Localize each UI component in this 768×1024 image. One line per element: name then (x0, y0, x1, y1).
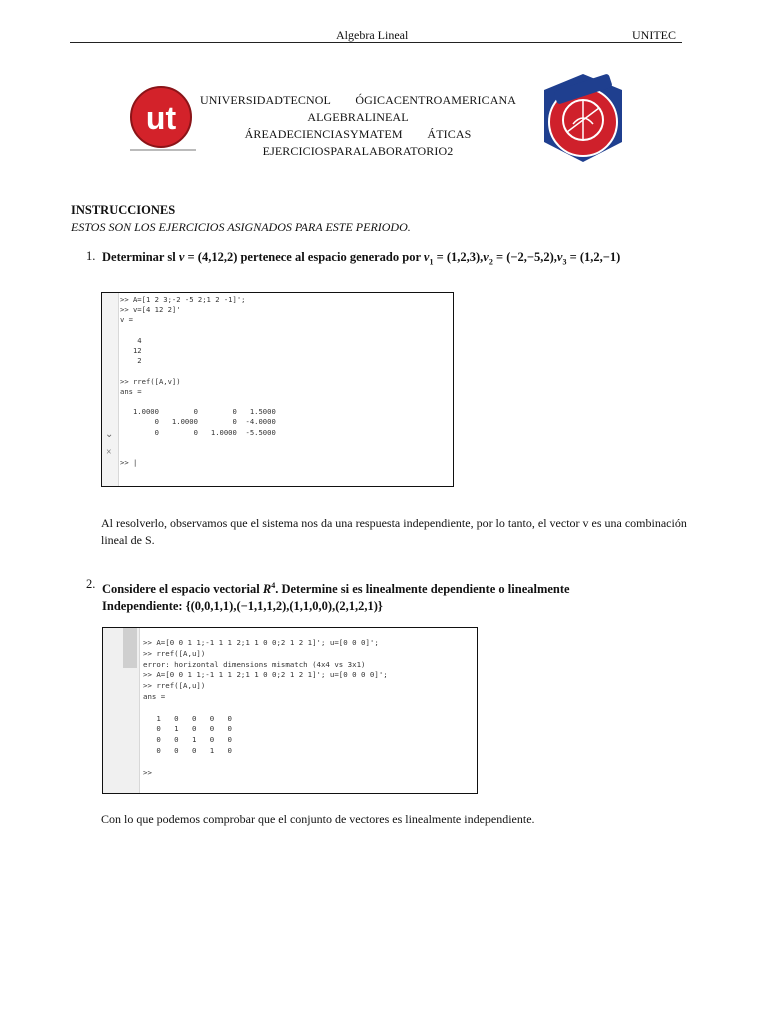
vector-v2-symbol: v (483, 250, 489, 264)
chevron-down-icon: ⌄ (105, 429, 114, 440)
vector-space-dimension: 4 (271, 581, 276, 590)
instructions-subtitle: ESTOS SON LOS EJERCICIOS ASIGNADOS PARA ESTE PERIODO. (71, 220, 411, 234)
department-name: ÁREADECIENCIASYMATEM ÁTICAS (244, 127, 472, 141)
vector-v2-value: = (−2,−5,2), (492, 250, 557, 264)
question-1-text (102, 249, 620, 271)
console-gutter-2 (103, 628, 140, 793)
vector-v3-symbol: v (556, 250, 563, 264)
vector-v1-subscript: 1 (429, 257, 434, 267)
answer-1: Al resolverlo, observamos que el sistema nos da una respuesta independiente, por lo tanto, el vector v es una combinación lineal de S. (101, 516, 687, 547)
lab-title: EJERCICIOSPARALABORATORIO2 (262, 144, 454, 158)
question-1-prefix: Determinar sl (102, 250, 179, 264)
question-2-number: 2. (86, 577, 96, 591)
question-2-suffix: . Determine si es linealmente dependiente o linealmente (275, 582, 570, 597)
vector-v3-value: = (1,2,−1) (566, 250, 621, 264)
header-title: Algebra Lineal (336, 28, 409, 42)
vector-v1-value: = (1,2,3), (433, 250, 484, 264)
scrollbar-thumb (123, 628, 137, 668)
university-name: UNIVERSIDADTECNOL ÓGICACENTROAMERICANA (199, 93, 517, 107)
console-output-2: >> A=[0 0 1 1;-1 1 1 2;1 1 0 0;2 1 2 1]'; u=[0 0 0]'; >> rref([A,u]) error: horizontal dimensions mismatch (4x4 vs 3x1) >> A=[0 0 1 1;-1 1 1 2;1 1 0 0;2 1 2 1]'; u=[0 0 0 0]'; >> rref([A,u]) ans = 1 0 0 0 0 0 1 0 0 0 0 0 1 0 0 0 0 0 1 0 >> (143, 638, 388, 777)
math-area-logo (540, 72, 626, 164)
instructions-heading: INSTRUCCIONES (71, 203, 176, 217)
console-output-1: >> A=[1 2 3;-2 -5 2;1 2 -1]'; >> v=[4 12 2]' v = 4 12 2 >> rref([A,v]) ans = 1.0000 0 0 1.5000 0 1.0000 0 -4.0000 0 0 1.0000 -5.5000 >> | (120, 295, 276, 468)
unitec-logo (128, 85, 198, 153)
question-2-prefix: Considere el espacio vectorial (102, 582, 263, 597)
vector-v-value: = (4,12,2) pertenece al espacio generado por (184, 250, 424, 264)
header-rule (70, 42, 682, 43)
console-gutter (102, 293, 119, 486)
question-1-number: 1. (86, 249, 96, 263)
university-heading (198, 92, 518, 160)
question-2-set: Independiente: {(0,0,1,1),(−1,1,1,2),(1,1,0,0),(2,1,2,1)} (102, 599, 383, 614)
vector-v2-subscript: 2 (488, 257, 493, 267)
vector-v-symbol: v (178, 250, 185, 264)
vector-v3-subscript: 3 (562, 257, 567, 267)
answer-2: Con lo que podemos comprobar que el conjunto de vectores es linealmente independiente. (101, 812, 535, 826)
question-2-text (102, 577, 570, 615)
unitec-logo-text: ut (145, 100, 177, 136)
course-name: ALGEBRALINEAL (307, 110, 409, 124)
console-screenshot-1 (101, 292, 454, 487)
close-icon: × (106, 447, 112, 458)
header-institution: UNITEC (632, 28, 676, 42)
vector-v1-symbol: v (423, 250, 430, 264)
console-screenshot-2 (102, 627, 478, 794)
vector-space-symbol: R (262, 582, 272, 597)
